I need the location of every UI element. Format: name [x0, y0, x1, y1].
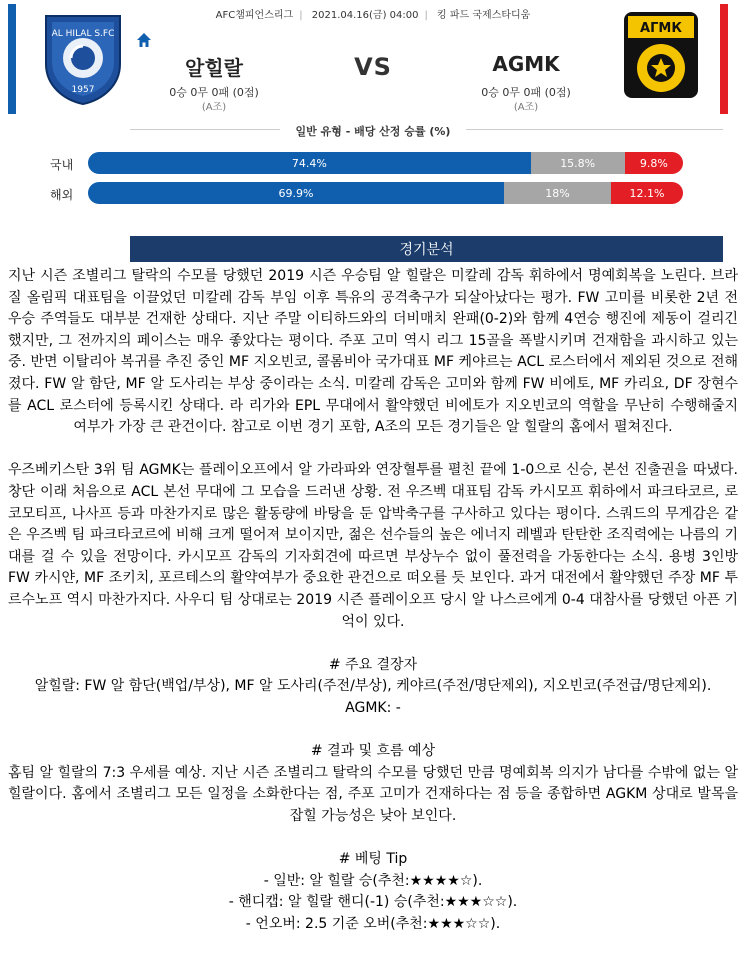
odds-away-segment: 9.8%: [625, 152, 683, 174]
home-team-record: 0승 0무 0패 (0점): [169, 86, 259, 99]
match-meta: AFC챔피언스리그 | 2021.04.16(금) 04:00 | 킹 파드 국제스타디움: [0, 6, 746, 21]
betting-tip-item: - 언오버: 2.5 기준 오버(추천:★★★☆☆).: [245, 915, 501, 932]
odds-home-segment: 74.4%: [88, 152, 531, 174]
absentees-title: # 주요 결장자: [328, 656, 418, 673]
odds-home-segment: 69.9%: [88, 182, 504, 204]
analysis-header: 경기분석: [130, 236, 723, 262]
analysis-paragraph-home: 지난 시즌 조별리그 탈락의 수모를 당했던 2019 시즌 우승팀 알 힐랄은 미칼레 감독 휘하에서 명예회복을 노린다. 브라질 올림픽 대표팀을 이끌었던 미칼레 감독 부임 이후 특유의 공격축구가 되살아났다는 평가. FW 고미를 비롯한 2년 전 우승 주역들도 대부분 건재한 상태다. 지난 주말 이티하드와의 더비매치 완패(0-2)와 함께 4연승 행진에 제동이 걸리긴 했지만, 그 전까지의 페이스는 매우 좋았다는 평이다. 주포 고미 역시 리그 15골을 폭발시키며 건재함을 과시하고 있는 중. 반면 이탈리아 복귀를 추진 중인 MF 지오빈코, 콜롬비아 국가대표 MF 케야르는 ACL 로스터에서 제외된 것으로 전해졌다. FW 알 함단, MF 알 도사리는 부상 중이라는 소식. 미칼레 감독은 고미와 함께 FW 비에토, MF 카리요, DF 장현수를 ACL 로스터에 등록시킨 상태다. 라 리가와 EPL 무대에서 활약했던 비에토가 지오빈코의 역할을 무난히 수행해줄지 여부가 가장 큰 관건이다. 참고로 이번 경기 포함, A조의 모든 경기들은 알 힐랄의 홈에서 펼쳐진다.: [8, 268, 738, 436]
odds-bar-domestic: [88, 152, 683, 174]
betting-tip-item: - 핸디캡: 알 힐랄 핸디(-1) 승(추천:★★★☆☆).: [228, 894, 518, 911]
match-datetime: 2021.04.16(금) 04:00: [311, 10, 419, 21]
betting-tip-title: # 베팅 Tip: [338, 851, 408, 868]
odds-row-label-domestic: 국내: [50, 158, 74, 172]
prediction-text: 홈팀 알 힐랄의 7:3 우세를 예상. 지난 시즌 조별리그 탈락의 수모를 당했던 만큼 명예회복 의지가 남다를 수밖에 없는 알 힐랄이다. 홈에서 조별리그 모든 일정을 소화한다는 점, 주포 고미가 건재하다는 점 등을 종합하면 AGKM 상대로 발목을 잡힐 가능성은 낮아 보인다.: [8, 764, 738, 824]
league-name: AFC챔피언스리그: [215, 10, 294, 21]
away-logo-text: АГМК: [640, 21, 682, 36]
away-team-logo: [622, 10, 700, 100]
home-logo-text: AL HILAL S.FC: [51, 29, 115, 39]
home-team-name: 알힐랄: [185, 56, 243, 80]
vs-label: VS: [354, 53, 392, 81]
away-team-record: 0승 0무 0패 (0점): [481, 86, 571, 99]
analysis-paragraph-away: 우즈베키스탄 3위 팀 AGMK는 플레이오프에서 알 가라파와 연장혈투를 펼친 끝에 1-0으로 신승, 본선 진출권을 따냈다. 창단 이래 처음으로 ACL 본선 무대에 그 모습을 드러낸 상황. 전 우즈벡 대표팀 감독 카시모프 휘하에서 파크타코르, 로코모티프, 나사프 등과 마찬가지로 많은 활동량에 바탕을 둔 압박축구를 구사하고 있다는 평이다. 스쿼드의 무게감은 같은 우즈벡 팀 파크타코르에 비해 크게 떨어져 보이지만, 젊은 선수들의 높은 에너지 레벨과 탄탄한 조직력에는 나름의 기대를 걸 수 있을 전망이다. 카시모프 감독의 기자회견에 따르면 부상누수 없이 풀전력을 가동한다는 소식. 용병 3인방 FW 카시얀, MF 조키치, 포르테스의 활약여부가 중요한 관건으로 떠오를 듯 보인다. 과거 대전에서 활약했던 주장 MF 투르수노프 역시 마찬가지다. 사우디 팀 상대로는 2019 시즌 플레이오프 당시 알 나스르에게 0-4 대참사를 당했던 아픈 기억이 있다.: [8, 462, 738, 630]
odds-draw-segment: 15.8%: [531, 152, 625, 174]
away-team-group: (A조): [513, 102, 539, 113]
home-team-group: (A조): [201, 102, 227, 113]
prediction-title: # 결과 및 흐름 예상: [310, 743, 436, 760]
odds-draw-segment: 18%: [504, 182, 611, 204]
analysis-content: [0, 266, 746, 935]
home-icon: [136, 32, 152, 48]
match-venue: 킹 파드 국제스타디움: [437, 10, 531, 21]
odds-row-label-overseas: 해외: [50, 188, 74, 202]
home-logo-year: 1957: [71, 85, 95, 95]
away-team-name: AGMK: [492, 52, 560, 76]
odds-away-segment: 12.1%: [611, 182, 683, 204]
odds-bar-overseas: [88, 182, 683, 204]
absentees-away: AGMK: -: [345, 699, 401, 716]
betting-tip-item: - 일반: 알 힐랄 승(추천:★★★★☆).: [263, 872, 483, 889]
absentees-home: 알힐랄: FW 알 함단(백업/부상), MF 알 도사리(주전/부상), 케야르(주전/명단제외), 지오빈코(주전급/명단제외).: [34, 678, 712, 695]
odds-section-title: 일반 유형 - 배당 산정 승률 (%): [295, 125, 451, 138]
